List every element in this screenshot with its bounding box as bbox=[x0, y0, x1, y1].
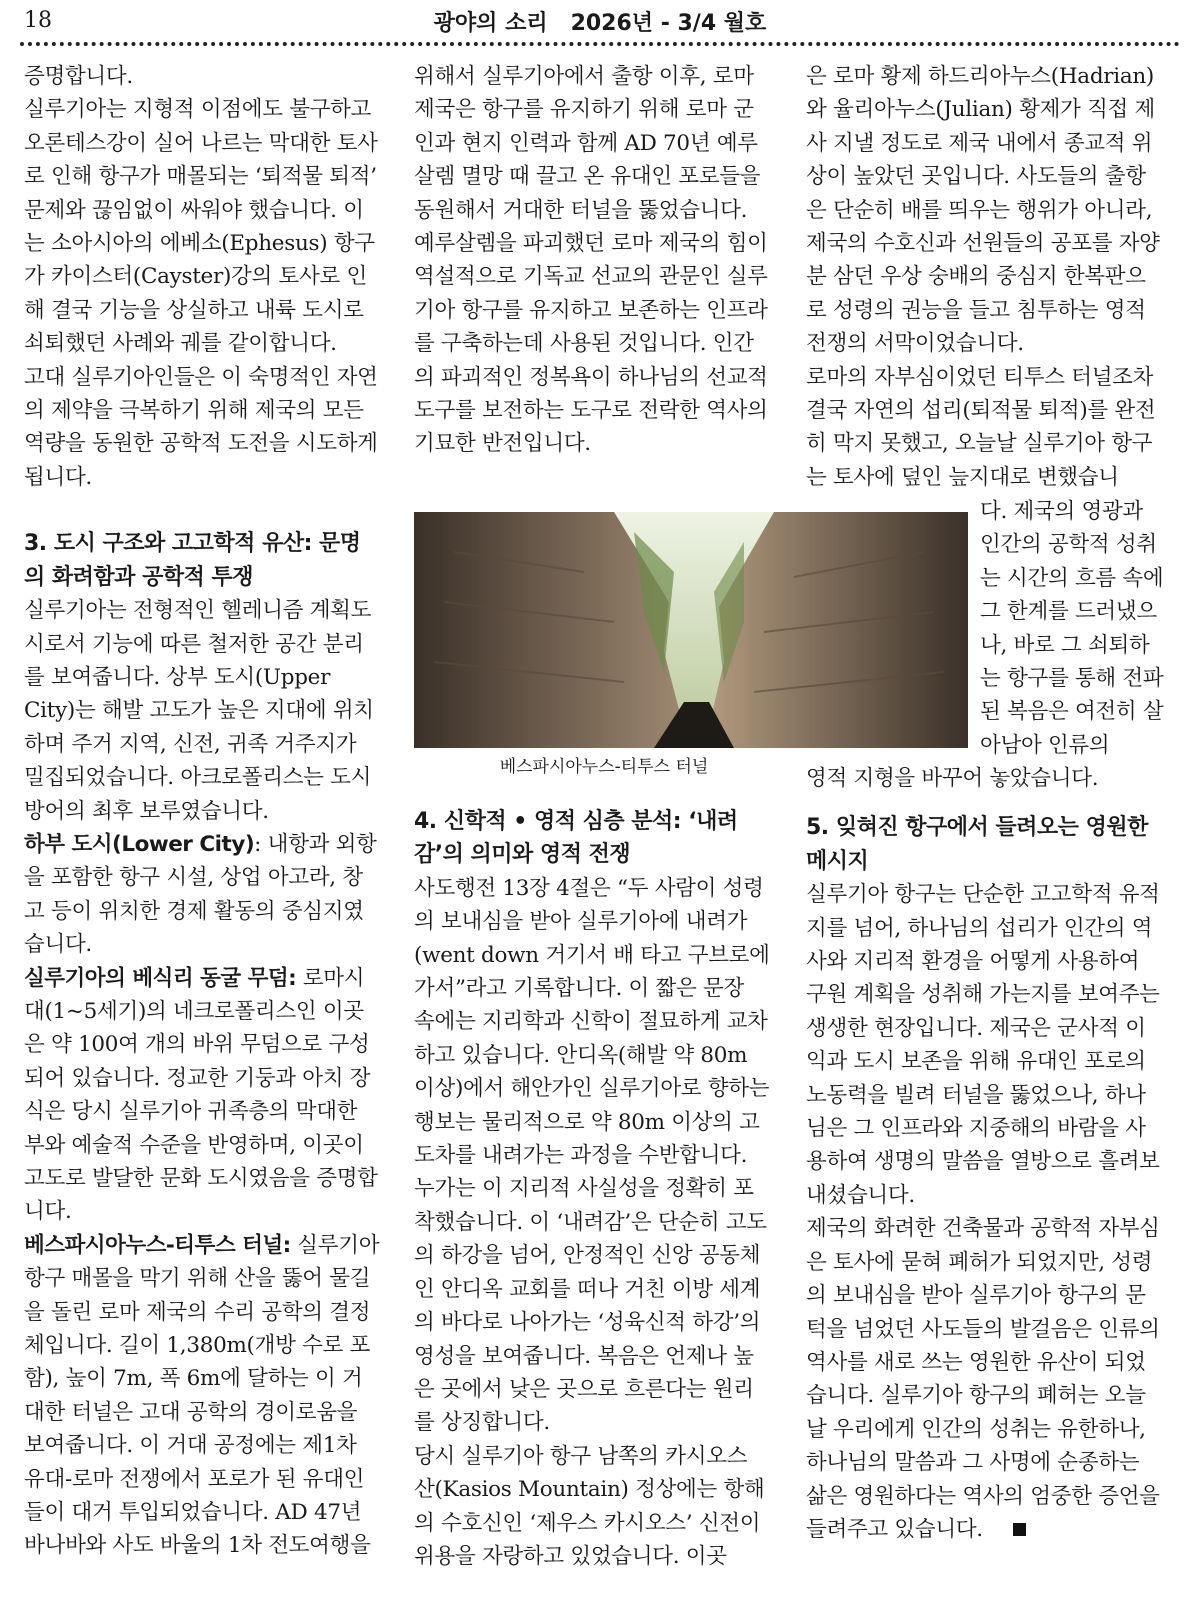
paragraph: 사도행전 13장 4절은 “두 사람이 성령의 보내심을 받아 실루기아에 내려가(went down 거기서 배 타고 구브로에 가서”라고 기록합니다. 이 짧은 문장 속에는 지리학과 신학이 절묘하게 교차하고 있습니다. 안디옥(해발 약 80m 이상)에서 해안가인 실루기아로 향하는 행보는 물리적으로 약 80m 이상의 고도차를 내려가는 과정을 수반합니다. 누가는 이 지리적 사실성을 정확히 포착했습니다. 이 ‘내려감’은 단순히 고도의 하강을 넘어, 안정적인 신앙 공동체인 안디옥 교회를 떠나 거친 이방 세계의 바다로 나아가는 ‘성육신적 하강’의 영성을 보여줍니다. 복음은 언제나 높은 곳에서 낮은 곳으로 흐른다는 원리를 상징합니다. bbox=[414, 875, 770, 1436]
paragraph: 영적 지형을 바꾸어 놓았습니다. bbox=[806, 766, 1099, 791]
section-heading-3: 3. 도시 구조와 고고학적 유산: 문명의 화려함과 공학적 투쟁 bbox=[24, 531, 361, 590]
page-header bbox=[0, 0, 1200, 46]
paragraph: 증명합니다. bbox=[24, 64, 133, 89]
section-heading-4: 4. 신학적 • 영적 심층 분석: ‘내려감’의 의미와 영적 전쟁 bbox=[414, 809, 738, 868]
paragraph: 실루기아는 지형적 이점에도 불구하고 오론테스강이 실어 나르는 막대한 토사로 인해 항구가 매몰되는 ‘퇴적물 퇴적’ 문제와 끊임없이 싸워야 했습니다. 이는 소아시아의 에베소(Ephesus) 항구가 카이스터(Cayster)강의 토사로 인해 결국 기능을 상실하고 내륙 도시로 쇠퇴했던 사례와 궤를 같이합니다. bbox=[24, 97, 378, 357]
tunnel-illustration bbox=[414, 512, 968, 748]
paragraph: 다. 제국의 영광과 인간의 공학적 성취는 시간의 흐름 속에 그 한계를 드러냈으나, 바로 그 쇠퇴하는 항구를 통해 전파된 복음은 여전히 살아남아 인류의 bbox=[980, 499, 1164, 758]
end-square-icon bbox=[1013, 1523, 1026, 1536]
paragraph: 실루기아는 전형적인 헬레니즘 계획도시로서 기능에 따른 철저한 공간 분리를 보여줍니다. 상부 도시(Upper City)는 해발 고도가 높은 지대에 위치하며 주거 지역, 신전, 귀족 거주지가 밀집되었습니다. 아크로폴리스는 도시 방어의 최후 보루였습니다. bbox=[24, 598, 374, 824]
paragraph: 은 로마 황제 하드리아누스(Hadrian)와 율리아누스(Julian) 황제가 직접 제사 지낼 정도로 제국 내에서 종교적 위상이 높았던 곳입니다. 사도들의 출항은 단순히 배를 띄우는 행위가 아니라, 제국의 수호신과 선원들의 공포를 자양분 삼던 우상 숭배의 중심지 한복판으로 성령의 권능을 들고 침투하는 영적 전쟁의 서막이었습니다. bbox=[806, 64, 1160, 357]
page-number: 18 bbox=[24, 8, 52, 33]
paragraph: 고대 실루기아인들은 이 숙명적인 자연의 제약을 극복하기 위해 제국의 모든 역량을 동원한 공학적 도전을 시도하게 됩니다. bbox=[24, 364, 378, 490]
paragraph: 실루기아 항구는 단순한 고고학적 유적지를 넘어, 하나님의 섭리가 인간의 역사와 지리적 환경을 어떻게 사용하여 구원 계획을 성취해 가는지를 보여주는 생생한 현장입니다. 제국은 군사적 이익과 도시 보존을 위해 유대인 포로의 노동력을 빌려 터널을 뚫었으나, 하나님은 그 인프라와 지중해의 바람을 사용하여 생명의 말씀을 열방으로 흘려보내셨습니다. bbox=[806, 882, 1160, 1208]
paragraph: 실루기아의 베식리 동굴 무덤: 로마시대(1~5세기)의 네크로폴리스인 이곳은 약 100여 개의 바위 무덤으로 구성되어 있습니다. 정교한 기둥과 아치 장식은 당시 실루기아 귀족층의 막대한 부와 예술적 수준을 반영하며, 이곳이 고도로 발달한 문화 도시였음을 증명합니다. bbox=[24, 965, 378, 1225]
photo-caption: 베스파시아누스-티투스 터널 bbox=[499, 757, 709, 777]
column-3-wrap bbox=[980, 495, 1166, 762]
column-1 bbox=[24, 60, 380, 1563]
lead-term: 하부 도시(Lower City) bbox=[24, 831, 255, 857]
paragraph: 제국의 화려한 건축물과 공학적 자부심은 토사에 묻혀 폐허가 되었지만, 성령의 보내심을 받아 실루기아 항구의 문턱을 넘었던 사도들의 발걸음은 인류의 역사를 새로 쓰는 영원한 유산이 되었습니다. 실루기아 항구의 폐허는 오늘날 우리에게 인간의 성취는 유한하나, 하나님의 말씀과 그 사명에 순종하는 삶은 영원하다는 역사의 엄중한 증언을 들려주고 있습니다. bbox=[806, 1216, 1160, 1542]
publication-title: 광야의 소리 2026년 - 3/4 월호 bbox=[433, 11, 767, 36]
column-3-lower bbox=[806, 762, 1166, 1546]
tunnel-photo bbox=[414, 512, 968, 748]
lead-term: 베스파시아누스-티투스 터널: bbox=[24, 1232, 291, 1258]
column-3 bbox=[806, 60, 1166, 494]
column-2-lower bbox=[414, 805, 770, 1573]
paragraph: 위해서 실루기아에서 출항 이후, 로마 제국은 항구를 유지하기 위해 로마 군인과 현지 인력과 함께 AD 70년 예루살렘 멸망 때 끌고 온 유대인 포로들을 동원해서 거대한 터널을 뚫었습니다. 예루살렘을 파괴했던 로마 제국의 힘이 역설적으로 기독교 선교의 관문인 실루기아 항구를 유지하고 보존하는 인프라를 구축하는데 사용된 것입니다. 인간의 파괴적인 정복욕이 하나님의 선교적 도구를 보전하는 도구로 전락한 역사의 기묘한 반전입니다. bbox=[414, 64, 768, 457]
section-heading-5: 5. 잊혀진 항구에서 들려오는 영원한 메시지 bbox=[806, 815, 1148, 874]
column-2 bbox=[414, 60, 770, 461]
paragraph: 하부 도시(Lower City): 내항과 외항을 포함한 항구 시설, 상업 아고라, 창고 등이 위치한 경제 활동의 중심지였습니다. bbox=[24, 831, 377, 958]
dotted-divider bbox=[20, 42, 1180, 46]
paragraph: 베스파시아누스-티투스 터널: 실루기아 항구 매몰을 막기 위해 산을 뚫어 물길을 돌린 로마 제국의 수리 공학의 결정체입니다. 길이 1,380m(개방 수로 포함), 높이 7m, 폭 6m에 달하는 이 거대한 터널은 고대 공학의 경이로움을 보여줍니다. 이 거대 공정에는 제1차 유대-로마 전쟁에서 포로가 된 유대인들이 대거 투입되었습니다. AD 47년 바나바와 사도 바울의 1차 전도여행을 bbox=[24, 1232, 380, 1559]
paragraph: 당시 실루기아 항구 남쪽의 카시오스 산(Kasios Mountain) 정상에는 항해의 수호신인 ‘제우스 카시오스’ 신전이 위용을 자랑하고 있었습니다. 이곳 bbox=[414, 1443, 765, 1569]
lead-term: 실루기아의 베식리 동굴 무덤: bbox=[24, 965, 297, 991]
paragraph: 로마의 자부심이었던 티투스 터널조차 결국 자연의 섭리(퇴적물 퇴적)를 완전히 막지 못했고, 오늘날 실루기아 항구는 토사에 덮인 늪지대로 변했습니 bbox=[806, 364, 1156, 490]
